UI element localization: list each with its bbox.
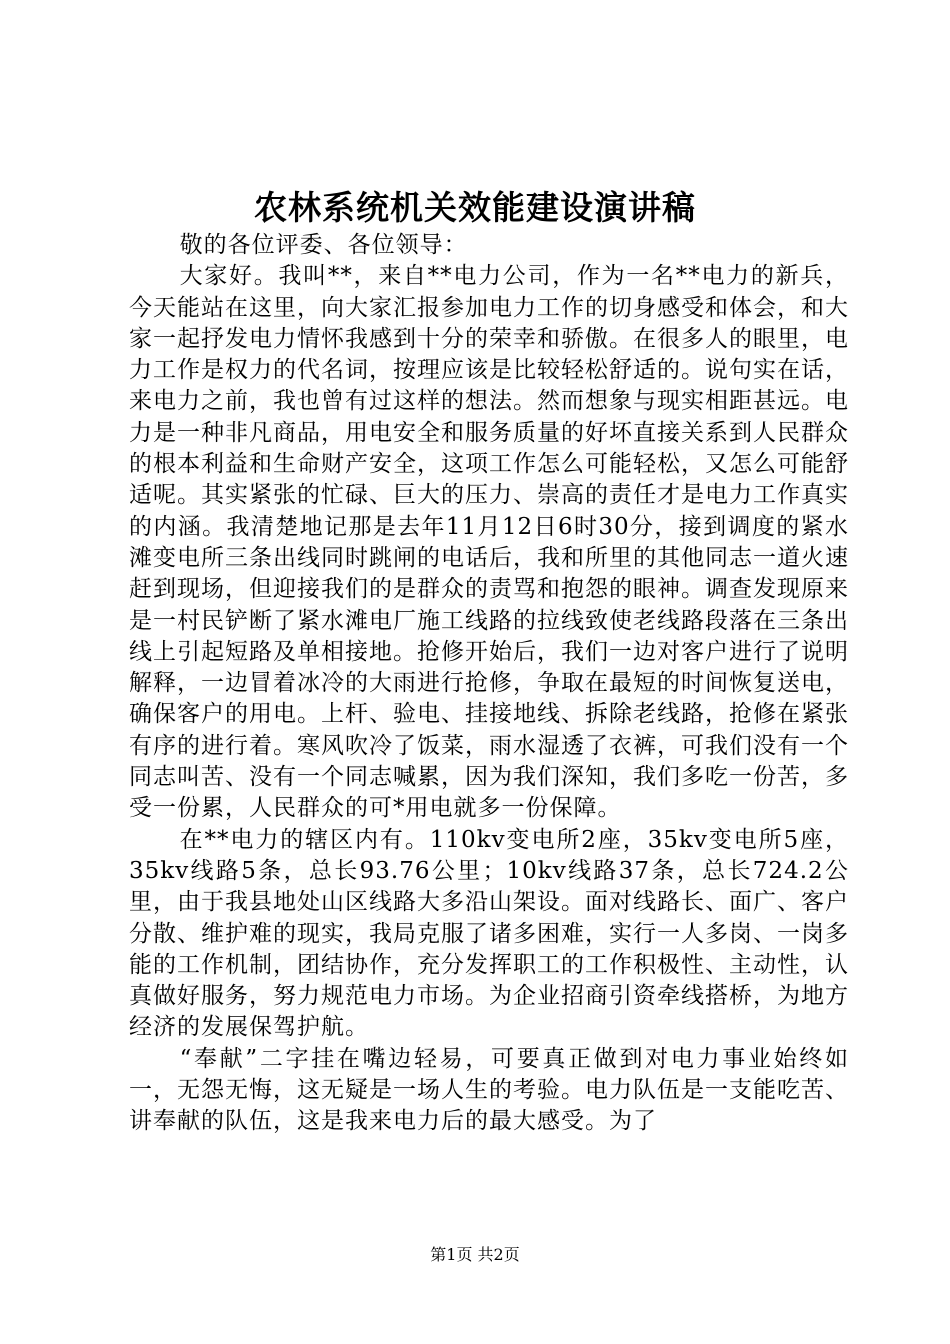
document-title: 农林系统机关效能建设演讲稿 xyxy=(254,188,696,227)
paragraph-1: 大家好。我叫**，来自**电力公司，作为一名**电力的新兵，今天能站在这里，向大家汇报参加电力工作的切身感受和体会，和大家一起抒发电力情怀我感到十分的荣幸和骄傲。在很多人的眼里，电力工作是权力的代名词，按理应该是比较轻松舒适的。说句实在话，来电力之前，我也曾有过这样的想法。然而想象与现实相距甚远。电力是一种非凡商品，用电安全和服务质量的好坏直接关系到人民群众的根本利益和生命财产安全，这项工作怎么可能轻松，又怎么可能舒适呢。其实紧张的忙碌、巨大的压力、崇高的责任才是电力工作真实的内涵。我清楚地记那是去年11月12日6时30分，接到调度的紧水滩变电所三条出线同时跳闸的电话后，我和所里的其他同志一道火速赶到现场，但迎接我们的是群众的责骂和抱怨的眼神。调查发现原来是一村民铲断了紧水滩电厂施工线路的拉线致使老线路段落在三条出线上引起短路及单相接地。抢修开始后，我们一边对客户进行了说明解释，一边冒着冰冷的大雨进行抢修，争取在最短的时间恢复送电，确保客户的用电。上杆、验电、挂接地线、拆除老线路，抢修在紧张有序的进行着。寒风吹冷了饭菜，雨水湿透了衣裤，可我们没有一个同志叫苦、没有一个同志喊累，因为我们深知，我们多吃一份苦，多受一份累，人民群众的可*用电就多一份保障。 xyxy=(129,263,849,822)
document-body xyxy=(129,230,849,1138)
paragraph-3: “奉献”二字挂在嘴边轻易，可要真正做到对电力事业始终如一，无怨无悔，这无疑是一场人生的考验。电力队伍是一支能吃苦、讲奉献的队伍，这是我来电力后的最大感受。为了 xyxy=(129,1045,849,1135)
page-footer: 第1页 共2页 xyxy=(430,1245,520,1264)
paragraph-2: 在**电力的辖区内有。110kv变电所2座，35kv变电所5座，35kv线路5条，总长93.76公里；10kv线路37条，总长724.2公里，由于我县地处山区线路大多沿山架设。面对线路长、面广、客户分散、维护难的现实，我局克服了诸多困难，实行一人多岗、一岗多能的工作机制，团结协作，充分发挥职工的工作积极性、主动性，认真做好服务，努力规范电力市场。为企业招商引资牵线搭桥，为地方经济的发展保驾护航。 xyxy=(129,826,849,1041)
salutation: 敬的各位评委、各位领导： xyxy=(179,232,468,258)
